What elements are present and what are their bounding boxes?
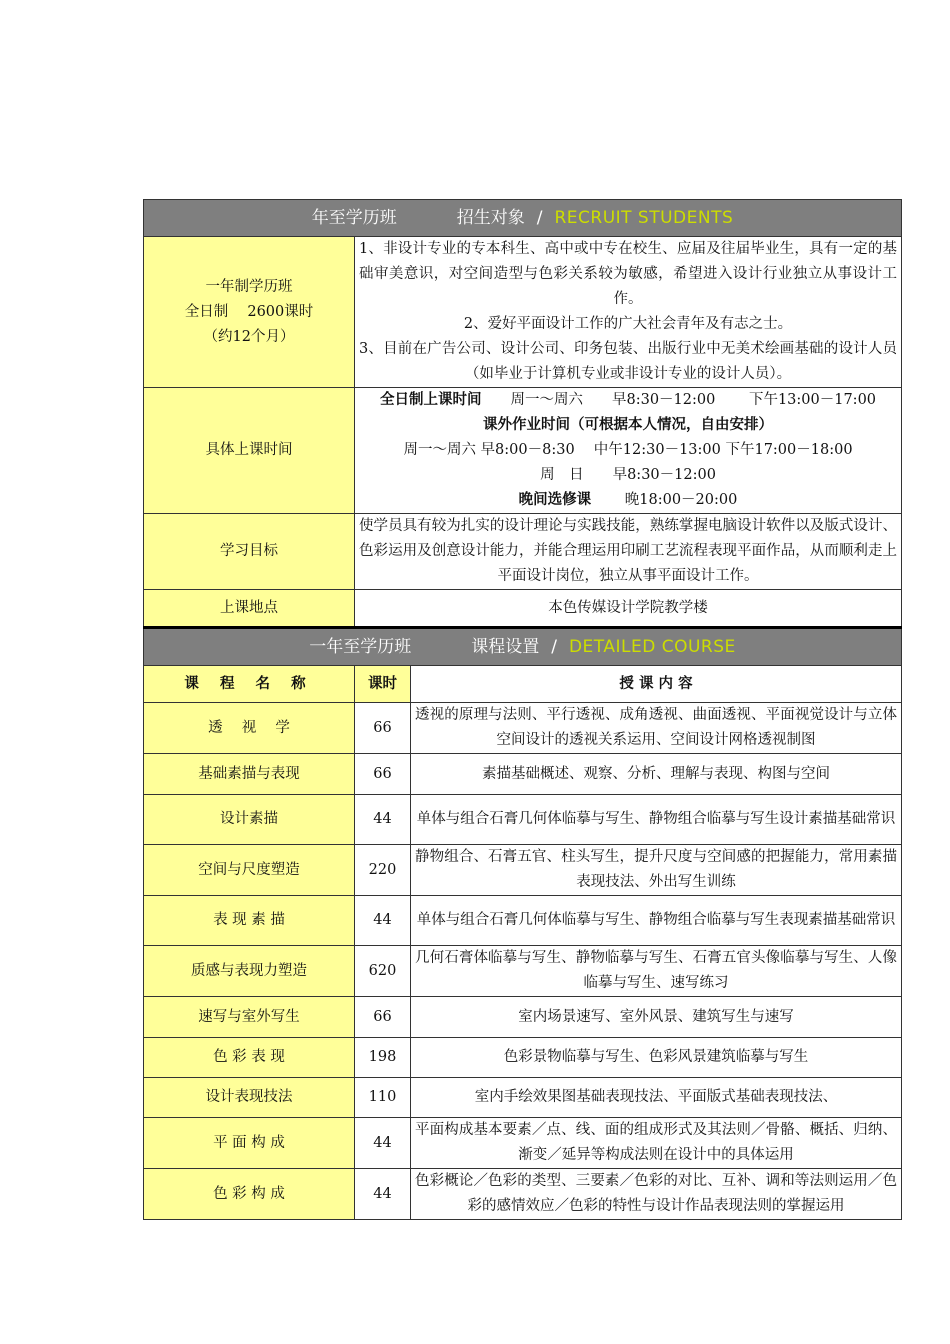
schedule-fulltime-title: 全日制上课时间 [379, 392, 482, 408]
course-row [144, 795, 902, 845]
course-hours: 44 [355, 1118, 411, 1169]
course-content: 素描基础概述、观察、分析、理解与表现、构图与空间 [411, 754, 902, 795]
program-name: 一年制学历班 [205, 278, 293, 295]
recruit-header-title: 年至学历班 [311, 207, 397, 228]
course-name: 透 视 学 [144, 703, 355, 754]
course-content: 色彩概论／色彩的类型、三要素／色彩的对比、互补、调和等法则运用／色彩的感情效应／色彩的特性与设计作品表现法则的掌握运用 [411, 1169, 902, 1220]
recruit-header-subtitle: 招生对象 [456, 207, 525, 228]
course-hours: 44 [355, 1169, 411, 1220]
recruit-header [144, 200, 902, 237]
course-name: 设计素描 [144, 795, 355, 845]
column-name: 课 程 名 称 [144, 666, 355, 703]
course-column-header [144, 666, 902, 703]
program-label [144, 237, 355, 388]
recruit-table [143, 199, 902, 1220]
recruit-row-schedule [144, 388, 902, 514]
schedule-content [355, 388, 902, 514]
course-header-title: 一年至学历班 [309, 636, 412, 657]
recruit-targets [355, 237, 902, 388]
course-hours: 620 [355, 946, 411, 997]
course-name: 设计表现技法 [144, 1078, 355, 1118]
schedule-homework-weekday: 周一～周六 早8:00－8:30 中午12:30－13:00 下午17:00－18:00 [403, 442, 853, 458]
course-content: 单体与组合石膏几何体临摹与写生、静物组合临摹与写生设计素描基础常识 [411, 795, 902, 845]
schedule-fulltime-times: 周一～周六 早8:30－12:00 下午13:00－17:00 [481, 392, 877, 408]
course-row [144, 1078, 902, 1118]
course-document [143, 199, 901, 1220]
course-header [144, 628, 902, 666]
course-header-en: DETAILED COURSE [568, 636, 736, 657]
header-slash: / [536, 207, 543, 228]
schedule-homework-sunday: 周 日 早8:30－12:00 [540, 467, 716, 483]
course-name: 色 彩 表 现 [144, 1038, 355, 1078]
course-row [144, 703, 902, 754]
course-content: 室内手绘效果图基础表现技法、平面版式基础表现技法、 [411, 1078, 902, 1118]
course-name: 基础素描与表现 [144, 754, 355, 795]
target-item-1: 1、非设计专业的专本科生、高中或中专在校生、应届及往届毕业生，具有一定的基础审美意识，对空间造型与色彩关系较为敏感，希望进入设计行业独立从事设计工作。 [359, 241, 898, 307]
goals-content: 使学员具有较为扎实的设计理论与实践技能，熟练掌握电脑设计软件以及版式设计、色彩运用及创意设计能力，并能合理运用印刷工艺流程表现平面作品，从而顺利走上平面设计岗位，独立从事平面设计工作。 [355, 514, 902, 590]
recruit-row-location [144, 590, 902, 628]
course-rows [144, 703, 902, 1220]
course-row [144, 845, 902, 896]
location-content: 本色传媒设计学院教学楼 [355, 590, 902, 628]
course-hours: 44 [355, 896, 411, 946]
course-name: 速写与室外写生 [144, 997, 355, 1038]
column-content: 授 课 内 容 [411, 666, 902, 703]
program-hours: 全日制 2600课时 [184, 303, 314, 320]
course-hours: 66 [355, 997, 411, 1038]
header-slash: / [551, 636, 557, 657]
location-label: 上课地点 [144, 590, 355, 628]
course-row [144, 754, 902, 795]
course-row [144, 1118, 902, 1169]
course-name: 色 彩 构 成 [144, 1169, 355, 1220]
recruit-row-goals [144, 514, 902, 590]
course-content: 单体与组合石膏几何体临摹与写生、静物组合临摹与写生表现素描基础常识 [411, 896, 902, 946]
course-row [144, 1038, 902, 1078]
column-hours: 课时 [355, 666, 411, 703]
course-row [144, 946, 902, 997]
schedule-evening [359, 488, 897, 513]
target-item-3: 3、目前在广告公司、设计公司、印务包装、出版行业中无美术绘画基础的设计人员（如毕业于计算机专业或非设计专业的设计人员）。 [359, 341, 898, 382]
course-content: 色彩景物临摹与写生、色彩风景建筑临摹与写生 [411, 1038, 902, 1078]
course-row [144, 997, 902, 1038]
schedule-evening-time: 晚18:00－20:00 [591, 492, 738, 508]
course-content: 几何石膏体临摹与写生、静物临摹与写生、石膏五官头像临摹与写生、人像临摹与写生、速写练习 [411, 946, 902, 997]
course-header-subtitle: 课程设置 [471, 636, 540, 657]
course-content: 静物组合、石膏五官、柱头写生，提升尺度与空间感的把握能力，常用素描表现技法、外出写生训练 [411, 845, 902, 896]
course-hours: 198 [355, 1038, 411, 1078]
schedule-homework-title: 课外作业时间（可根据本人情况，自由安排） [483, 417, 773, 433]
schedule-evening-title: 晚间选修课 [518, 492, 592, 508]
schedule-fulltime [359, 388, 897, 413]
course-content: 室内场景速写、室外风景、建筑写生与速写 [411, 997, 902, 1038]
course-name: 质感与表现力塑造 [144, 946, 355, 997]
course-name: 空间与尺度塑造 [144, 845, 355, 896]
course-content: 平面构成基本要素／点、线、面的组成形式及其法则／骨骼、概括、归纳、渐变／延异等构成法则在设计中的具体运用 [411, 1118, 902, 1169]
course-name: 平 面 构 成 [144, 1118, 355, 1169]
course-row [144, 896, 902, 946]
recruit-row-targets [144, 237, 902, 388]
course-hours: 44 [355, 795, 411, 845]
schedule-label: 具体上课时间 [144, 388, 355, 514]
course-content: 透视的原理与法则、平行透视、成角透视、曲面透视、平面视觉设计与立体空间设计的透视关系运用、空间设计网格透视制图 [411, 703, 902, 754]
course-hours: 66 [355, 754, 411, 795]
program-duration: （约12个月） [203, 328, 295, 345]
goals-label: 学习目标 [144, 514, 355, 590]
course-hours: 110 [355, 1078, 411, 1118]
recruit-header-en: RECRUIT STUDENTS [554, 207, 734, 228]
course-name: 表 现 素 描 [144, 896, 355, 946]
target-item-2: 2、爱好平面设计工作的广大社会青年及有志之士。 [463, 316, 793, 332]
course-hours: 66 [355, 703, 411, 754]
course-hours: 220 [355, 845, 411, 896]
course-row [144, 1169, 902, 1220]
